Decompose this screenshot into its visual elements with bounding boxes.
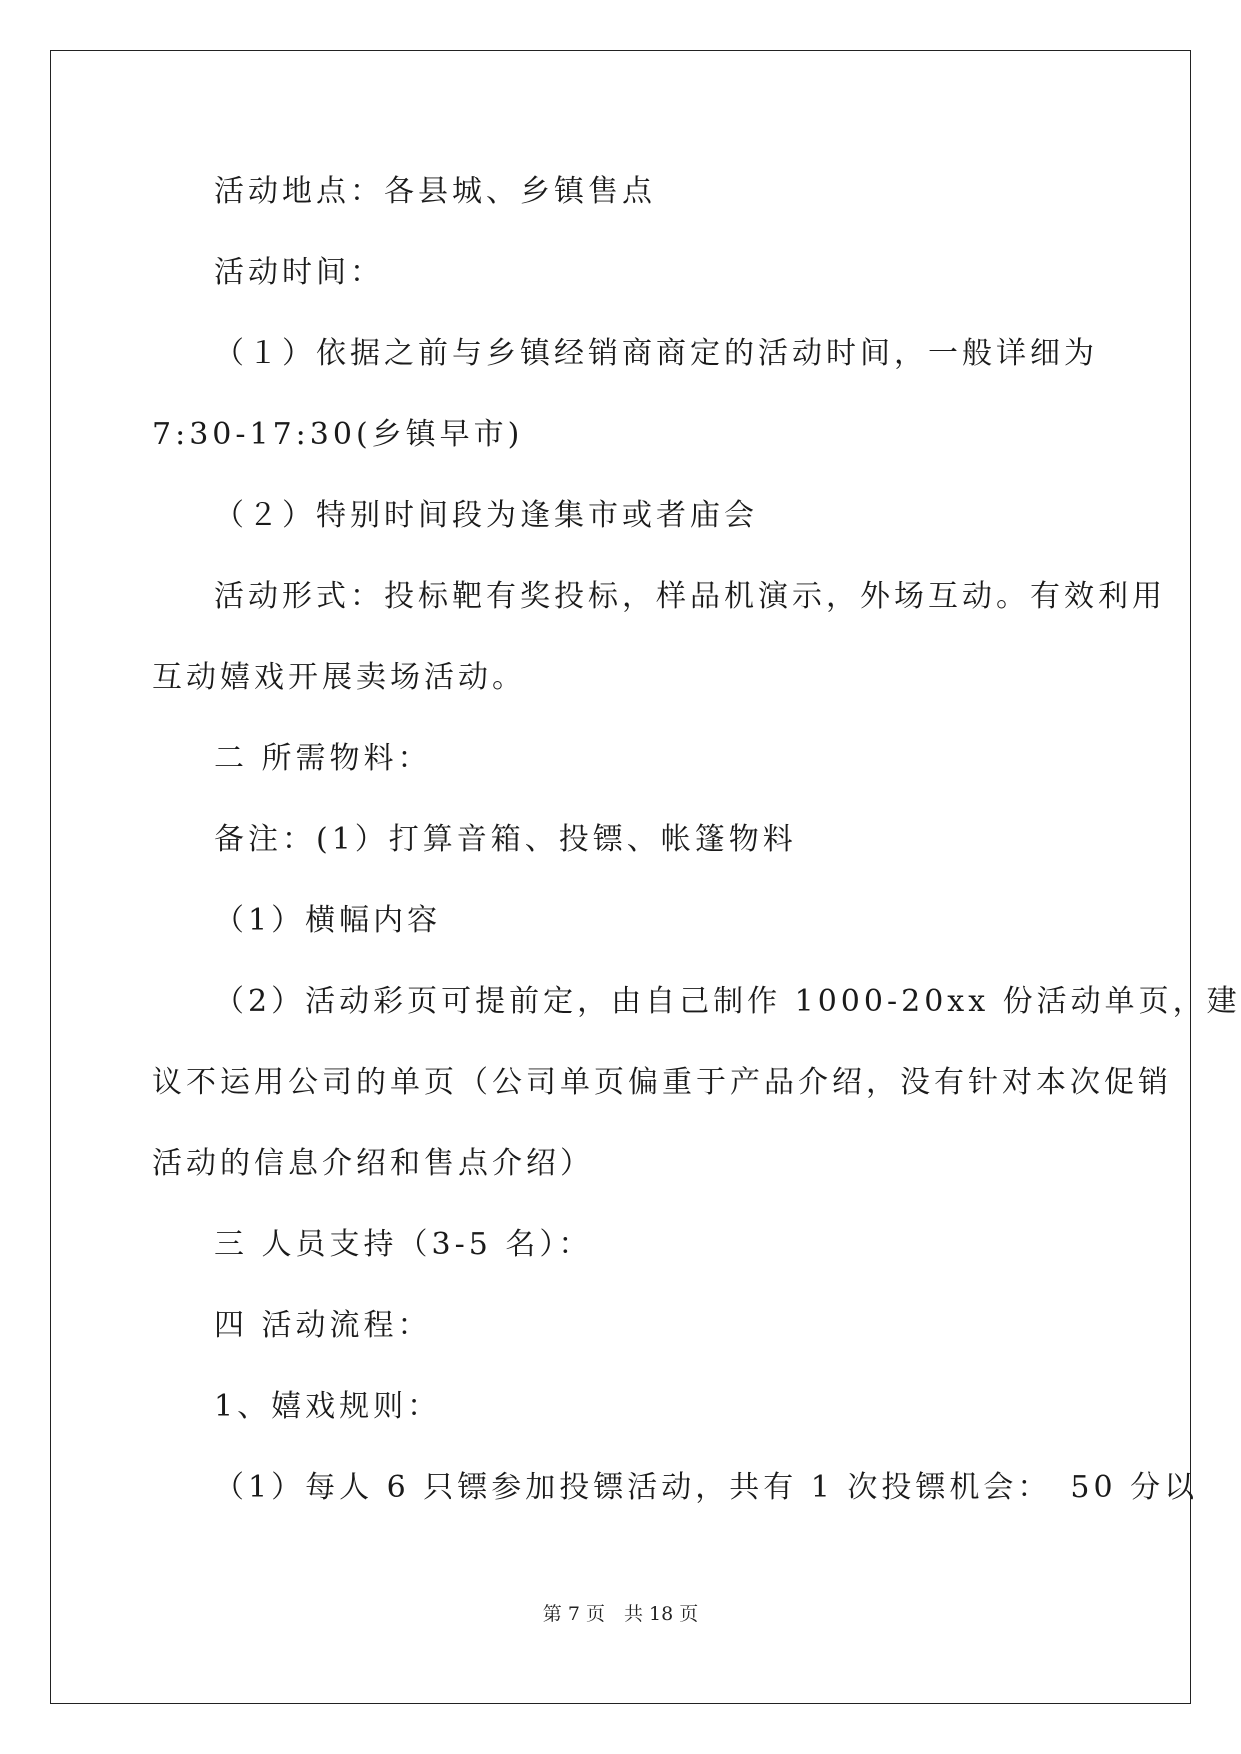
text-line: （１）依据之前与乡镇经销商商定的活动时间，一般详细为 [214,336,1098,371]
text-line: 1、嬉戏规则： [214,1389,442,1424]
text-line: 7:30-17:30(乡镇早市) [152,417,524,452]
text-line: 备注：(1）打算音箱、投镖、帐篷物料 [214,822,797,857]
section-heading: 三 人员支持（3-5 名）： [214,1227,593,1262]
text-line: 活动的信息介绍和售点介绍） [152,1146,594,1181]
section-heading: 四 活动流程： [214,1308,432,1343]
text-line: 互动嬉戏开展卖场活动。 [152,660,526,695]
text-line: （2）活动彩页可提前定，由自己制作 1000-20xx 份活动单页，建 [214,984,1241,1019]
text-line: 活动时间： [214,255,384,290]
text-line: （1）横幅内容 [214,903,442,938]
text-line: 议不运用公司的单页（公司单页偏重于产品介绍，没有针对本次促销 [152,1065,1172,1100]
text-line: 活动形式：投标靶有奖投标，样品机演示，外场互动。有效利用 [214,579,1166,614]
text-line: （1）每人 6 只镖参加投镖活动，共有 1 次投镖机会： 50 分以 [214,1470,1199,1505]
section-heading: 二 所需物料： [214,741,432,776]
text-line: 活动地点：各县城、乡镇售点 [214,174,656,209]
text-line: （２）特别时间段为逢集市或者庙会 [214,498,758,533]
page-number-footer: 第 7 页 共 18 页 [542,1603,699,1625]
page-frame [50,50,1191,1704]
